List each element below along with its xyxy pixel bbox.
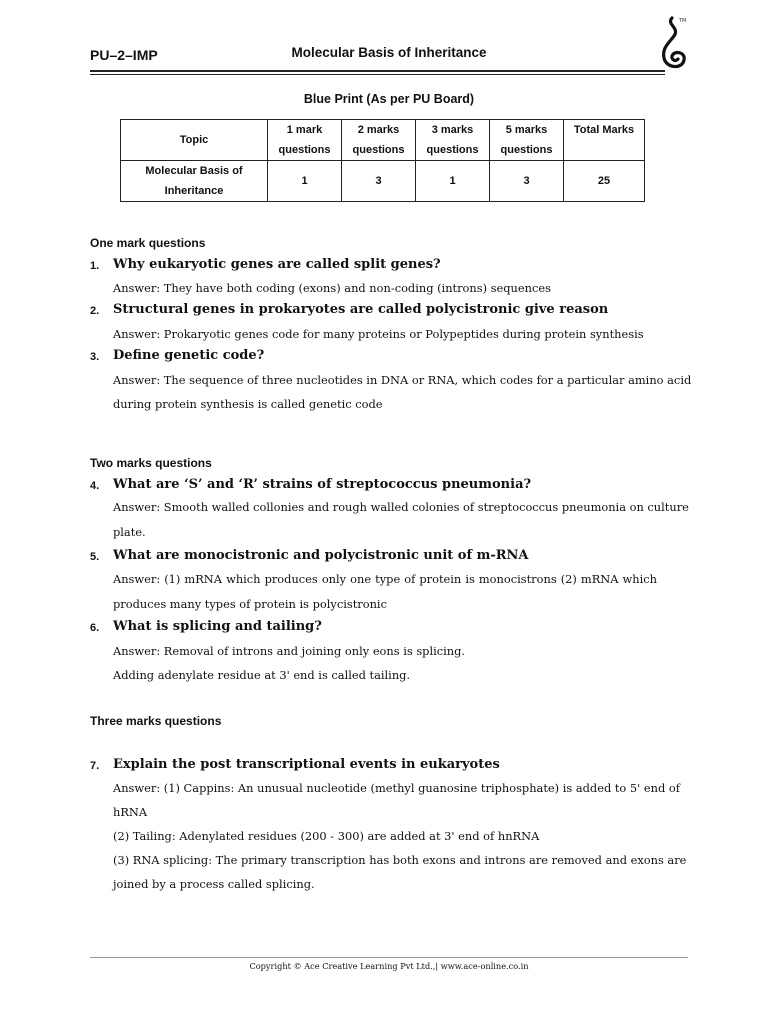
answer-text: Answer: (1) mRNA which produces only one type of protein is monocistrons (2) mRNA which [113, 572, 657, 586]
footer-rule [90, 957, 688, 958]
question-number: 3. [90, 351, 100, 363]
question-text: What is splicing and tailing? [113, 619, 322, 634]
answer-text: Answer: Prokaryotic genes code for many proteins or Polypeptides during protein synthesis [113, 327, 644, 341]
col-2marks: 2 marks questions [342, 120, 416, 161]
cell-topic: Molecular Basis of Inheritance [121, 161, 268, 202]
footer-copyright: Copyright © Ace Creative Learning Pvt Ltd.,| www.ace-online.co.in [249, 961, 529, 971]
question-number: 2. [90, 305, 100, 317]
answer-text: Answer: (1) Cappins: An unusual nucleotide (methyl guanosine triphosphate) is added to 5' end of [113, 781, 680, 795]
answer-text: produces many types of protein is polycistronic [113, 597, 387, 611]
blueprint-title: Blue Print (As per PU Board) [303, 92, 475, 106]
swirl-logo-icon [660, 14, 690, 74]
col-topic: Topic [121, 120, 268, 161]
question-text: Explain the post transcriptional events in eukaryotes [113, 757, 500, 772]
col-1mark: 1 mark questions [268, 120, 342, 161]
question-text: Why eukaryotic genes are called split genes? [113, 257, 441, 272]
question-number: 7. [90, 760, 100, 772]
section-heading-two-marks: Two marks questions [90, 456, 212, 470]
answer-text: (3) RNA splicing: The primary transcription has both exons and introns are removed and exons are [113, 853, 687, 867]
col-3marks: 3 marks questions [416, 120, 490, 161]
header-rule [90, 70, 665, 72]
question-number: 5. [90, 551, 100, 563]
question-text: What are monocistronic and polycistronic unit of m-RNA [113, 548, 529, 563]
question-number: 6. [90, 622, 100, 634]
question-text: What are ‘S’ and ‘R’ strains of streptococcus pneumonia? [113, 477, 532, 492]
table-row [121, 161, 645, 202]
trademark-mark: TM [679, 18, 687, 24]
col-5marks: 5 marks questions [490, 120, 564, 161]
cell-5marks: 3 [490, 161, 564, 202]
answer-text: joined by a process called splicing. [113, 877, 315, 891]
question-number: 4. [90, 480, 100, 492]
answer-text: plate. [113, 525, 146, 539]
answer-text: (2) Tailing: Adenylated residues (200 - 300) are added at 3' end of hnRNA [113, 829, 540, 843]
cell-2marks: 3 [342, 161, 416, 202]
question-number: 1. [90, 260, 100, 272]
header-code: PU–2–IMP [90, 47, 158, 63]
answer-text: Adding adenylate residue at 3' end is called tailing. [113, 668, 411, 682]
question-text: Structural genes in prokaryotes are called polycistronic give reason [113, 302, 609, 317]
answer-text: Answer: Smooth walled collonies and rough walled colonies of streptococcus pneumonia on culture [113, 500, 689, 514]
page-title: Molecular Basis of Inheritance [291, 45, 487, 60]
blueprint-table [120, 119, 645, 202]
cell-1mark: 1 [268, 161, 342, 202]
section-heading-one-mark: One mark questions [90, 236, 206, 250]
answer-text: Answer: Removal of introns and joining only eons is splicing. [113, 644, 466, 658]
answer-text: Answer: The sequence of three nucleotides in DNA or RNA, which codes for a particular amino acid [113, 373, 692, 387]
question-text: Define genetic code? [113, 348, 265, 363]
col-total: Total Marks [564, 120, 645, 161]
cell-total: 25 [564, 161, 645, 202]
header-rule-thin [90, 74, 665, 75]
answer-text: hRNA [113, 805, 148, 819]
answer-text: during protein synthesis is called genetic code [113, 397, 383, 411]
section-heading-three-marks: Three marks questions [90, 714, 222, 728]
answer-text: Answer: They have both coding (exons) and non-coding (introns) sequences [113, 281, 551, 295]
cell-3marks: 1 [416, 161, 490, 202]
